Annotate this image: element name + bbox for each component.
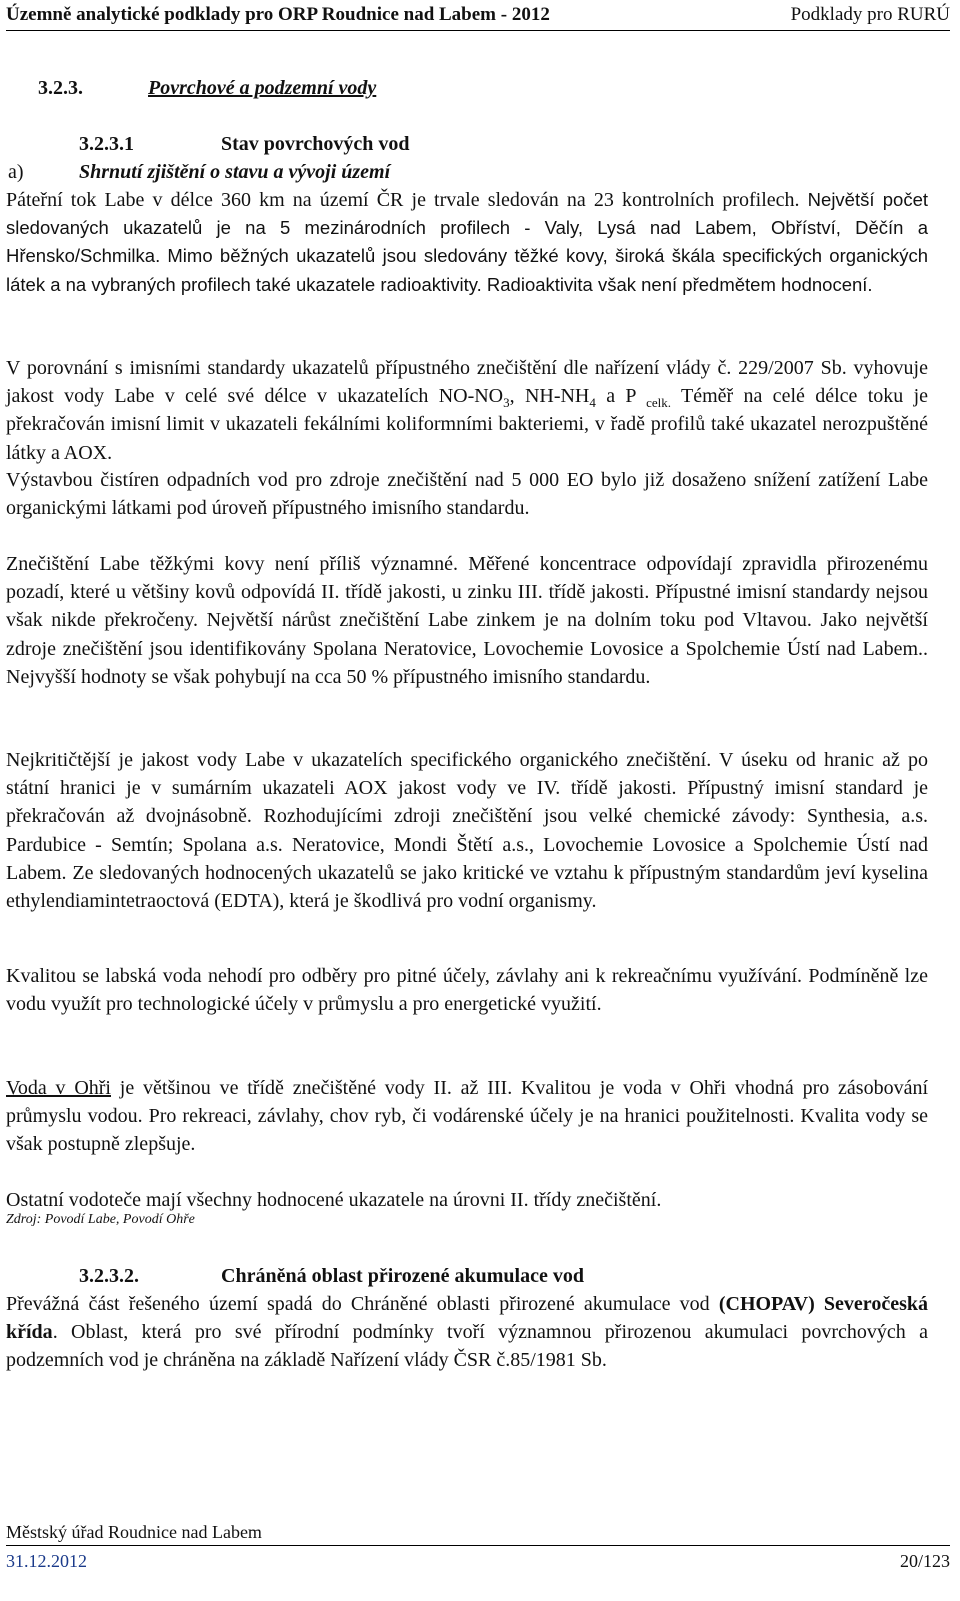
paragraph-usability: Kvalitou se labská voda nehodí pro odběry pro pitné účely, závlahy ani k rekreačnímu využívání. Podmíněně lze vodu využít pro technologické účely v průmyslu a pro energetické využití. <box>6 965 928 1016</box>
footer-office: Městský úřad Roudnice nad Labem <box>6 1522 262 1542</box>
p2-text-a: V porovnání s imisními standardy ukazatelů přípustného znečištění dle nařízení vlády č. 229/2007 Sb. vyhovuje jakost vody Labe v celé své délce v ukazatelích NO-NO <box>6 357 928 408</box>
p1-profiles: Největší počet sledovaných ukazatelů je na 5 mezinárodních profilech - Valy, Lysá nad Labem, Obříství, Děčín a Hřensko/Schmilka. <box>6 189 929 267</box>
item-letter: a) <box>8 161 24 183</box>
section-heading <box>38 74 83 102</box>
subsection2-title: Chráněná oblast přirozené akumulace vod <box>221 1265 584 1287</box>
footer-page-number: 20/123 <box>899 1551 950 1571</box>
p2-sub-no3: 3 <box>503 395 510 411</box>
paragraph-standards <box>6 354 928 467</box>
paragraph-chopav <box>6 1290 928 1375</box>
p1-line1: Páteřní tok Labe v délce 360 km na území ČR je trvale sledován na 23 kontrolních profilech. <box>6 189 800 211</box>
p2-text-c: a P <box>595 385 636 408</box>
p2-sub-nh4: 4 <box>589 395 596 411</box>
subsection-number: 3.2.3.1 <box>79 133 134 155</box>
section-title: Povrchové a podzemní vody <box>148 77 377 99</box>
source-note: Zdroj: Povodí Labe, Povodí Ohře <box>6 1212 195 1227</box>
page-header <box>6 2 950 31</box>
p9-text-a: Převážná část řešeného území spadá do Chráněné oblasti přirozené akumulace vod <box>6 1293 719 1315</box>
header-title: Územně analytické podklady pro ORP Roudnice nad Labem - 2012 <box>6 4 550 25</box>
header-subtitle: Podklady pro RURÚ <box>790 4 950 25</box>
p2-text-d: Téměř na celé délce toku je překračován imisní limit v ukazateli fekálními koliformními bakteriemi, v řadě profilů také ukazatel nerozpuštěné látky a AOX. <box>6 385 929 464</box>
subsection-title: Stav povrchových vod <box>221 133 410 155</box>
paragraph-heavy-metals: Znečištění Labe těžkými kovy není příliš významné. Měřené koncentrace odpovídají zpravidla přirozenému pozadí, které u většiny kovů odpovídá II. třídě jakosti, u zinku III. třídě jakosti. Přípustné imisní standardy nejsou však nikde překročeny. Největší nárůst znečištění Labe zinkem je na dolním toku pod Vltavou. Jako největší zdroje znečištění jsou identifikovány Spolana Neratovice, Lovochemie Lovosice a Spolchemie Ústí nad Labem.. Nejvyšší hodnoty se však pohybují na cca 50 % přípustného imisního standardu. <box>6 553 928 688</box>
subsection2-number: 3.2.3.2. <box>79 1265 139 1287</box>
paragraph-labe-monitoring <box>6 186 928 299</box>
ohre-link[interactable]: Voda v Ohři <box>6 1077 111 1099</box>
footer-date: 31.12.2012 <box>6 1551 87 1571</box>
paragraph-other-streams: Ostatní vodoteče mají všechny hodnocené ukazatele na úrovni II. třídy znečištění. <box>6 1189 662 1211</box>
p9-bold: (CHOPAV) Severočeská křída <box>6 1293 928 1344</box>
item-title: Shrnutí zjištění o stavu a vývoji území <box>79 161 391 183</box>
paragraph-wastewater: Výstavbou čistíren odpadních vod pro zdroje znečištění nad 5 000 EO bylo již dosaženo snížení zatížení Labe organickými látkami pod úroveň přípustného imisního standardu. <box>6 469 928 520</box>
p2-sub-celk: celk. <box>646 395 672 411</box>
p1-rest: Mimo běžných ukazatelů jsou sledovány těžké kovy, široká škála specifických organických látek a na vybraných profilech také ukazatele radioaktivity. Radioaktivita však není předmětem hodnocení. <box>6 245 928 295</box>
p7-rest: je většinou ve třídě znečištěné vody II. až III. Kvalitou je voda v Ohři vhodná pro zásobování průmyslu vodou. Pro rekreaci, závlahy, chov ryb, či vodárenské účely je na hranici použitelnosti. Kvalita vody se však postupně zlepšuje. <box>6 1077 929 1156</box>
p9-text-b: . Oblast, která pro své přírodní podmínky tvoří významnou přirozenou akumulaci povrchových a podzemních vod je chráněna na základě Nařízení vlády ČSR č.85/1981 Sb. <box>6 1321 928 1372</box>
page-footer <box>6 1519 950 1576</box>
footer-line <box>6 1545 950 1576</box>
p2-text-b: , NH-NH <box>509 385 590 408</box>
section-number: 3.2.3. <box>38 77 83 99</box>
paragraph-ohre <box>6 1074 928 1159</box>
paragraph-organic-pollution: Nejkritičtější je jakost vody Labe v ukazatelích specifického organického znečištění. V úseku od hranic až po státní hranici je v sumárním ukazateli AOX jakost vody ve IV. třídě jakosti. Přípustný imisní standard je překračován až dvojnásobně. Rozhodujícími zdroji znečištění jsou velké chemické závody: Synthesia, a.s. Pardubice - Semtín; Spolana a.s. Neratovice, Mondi Štětí a.s., Lovochemie Lovosice a Spolchemie Ústí nad Labem. Ze sledovaných hodnocených ukazatelů se jako kritické ve vztahu k přípustným standardům jeví kyselina ethylendiamintetraoctová (EDTA), která je škodlivá pro vodní organismy. <box>6 749 928 913</box>
